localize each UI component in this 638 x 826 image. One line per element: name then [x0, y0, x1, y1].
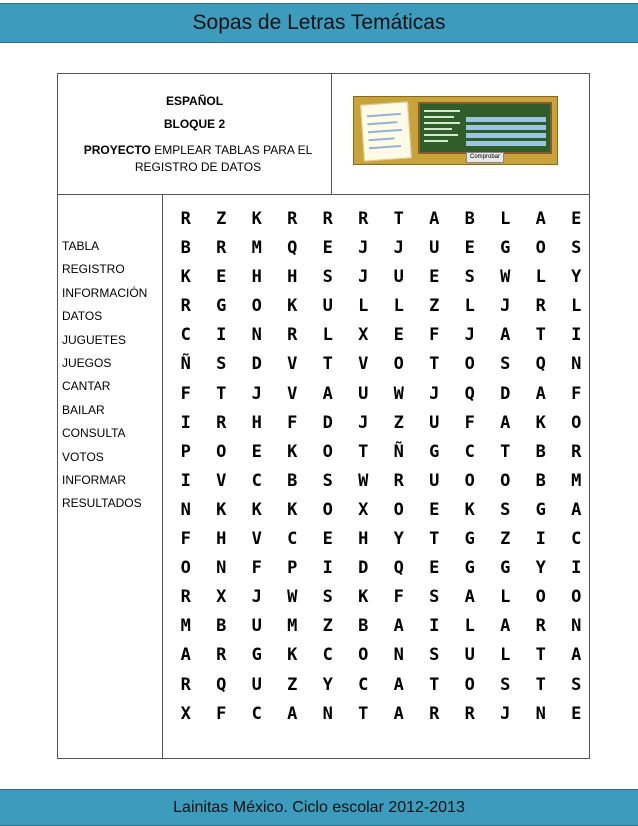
grid-letter: R — [358, 209, 369, 229]
grid-letter: U — [429, 412, 440, 433]
grid-letter: B — [180, 238, 191, 259]
grid-letter: Y — [322, 674, 333, 695]
grid-letter: K — [287, 645, 298, 666]
grid-letter: O — [535, 238, 546, 259]
grid-letter: T — [216, 383, 227, 404]
grid-letter: S — [322, 587, 333, 608]
grid-letter: A — [535, 383, 546, 404]
chalkboard-graphic — [418, 102, 552, 154]
grid-letter: E — [393, 325, 404, 346]
grid-letter: F — [287, 412, 298, 433]
grid-letter: J — [500, 296, 511, 317]
grid-letter: E — [429, 499, 440, 520]
grid-letter: S — [322, 470, 333, 491]
grid-letter: V — [287, 354, 298, 375]
check-button-graphic: Comprobar — [466, 152, 504, 163]
grid-letter: U — [464, 645, 475, 666]
grid-letter: O — [500, 470, 511, 491]
grid-letter: Z — [500, 529, 511, 550]
grid-row — [168, 234, 594, 263]
grid-letter: T — [393, 209, 404, 229]
grid-letter: N — [571, 616, 582, 637]
grid-letter: A — [571, 499, 582, 520]
grid-letter: O — [322, 441, 333, 462]
grid-letter: I — [429, 616, 440, 637]
grid-letter: T — [358, 441, 369, 462]
header-banner — [0, 3, 638, 43]
word-list — [62, 235, 147, 516]
grid-row — [168, 641, 594, 670]
grid-letter: M — [180, 616, 191, 637]
grid-row — [168, 554, 594, 583]
grid-letter: R — [322, 209, 333, 229]
grid-row — [168, 350, 594, 379]
grid-letter: E — [429, 267, 440, 288]
grid-letter: L — [500, 587, 511, 608]
grid-letter: E — [322, 238, 333, 259]
grid-letter: Ñ — [180, 354, 191, 375]
grid-letter: J — [393, 238, 404, 259]
grid-letter: T — [535, 645, 546, 666]
grid-letter: D — [358, 558, 369, 579]
worksheet-box — [57, 73, 590, 759]
grid-letter: A — [571, 645, 582, 666]
word-item: VOTOS — [62, 449, 104, 464]
grid-letter: B — [535, 441, 546, 462]
grid-letter: A — [393, 674, 404, 695]
word-item: TABLA — [62, 239, 100, 253]
grid-letter: K — [464, 499, 475, 520]
grid-letter: Z — [429, 296, 440, 317]
grid-letter: U — [429, 238, 440, 259]
grid-letter: O — [464, 470, 475, 491]
grid-row — [168, 263, 594, 292]
grid-letter: N — [571, 354, 582, 375]
grid-letter: S — [216, 354, 227, 375]
word-item: CONSULTA — [62, 426, 126, 441]
grid-letter: O — [251, 296, 262, 317]
word-item: JUEGOS — [62, 355, 112, 370]
grid-letter: I — [535, 529, 546, 550]
footer-banner — [0, 789, 638, 826]
grid-letter: I — [216, 325, 227, 346]
grid-letter: G — [464, 529, 475, 550]
grid-letter: A — [500, 616, 511, 637]
grid-letter: C — [358, 674, 369, 695]
grid-letter: O — [464, 354, 475, 375]
grid-letter: K — [358, 587, 369, 608]
grid-letter: S — [500, 499, 511, 520]
grid-letter: L — [535, 267, 546, 288]
grid-letter: O — [571, 412, 582, 433]
grid-letter: R — [393, 470, 404, 491]
grid-letter: W — [287, 587, 298, 608]
grid-letter: A — [180, 645, 191, 666]
grid-letter: R — [287, 325, 298, 346]
grid-letter: L — [464, 296, 475, 317]
grid-letter: A — [429, 209, 440, 229]
grid-letter: V — [358, 354, 369, 375]
grid-letter: W — [393, 383, 404, 404]
grid-letter: Y — [571, 267, 582, 288]
grid-letter: F — [571, 383, 582, 404]
grid-row — [168, 583, 594, 612]
grid-letter: W — [500, 267, 511, 288]
grid-letter: G — [464, 558, 475, 579]
grid-letter: F — [429, 325, 440, 346]
grid-letter: G — [216, 296, 227, 317]
grid-row — [168, 438, 594, 467]
grid-row — [168, 525, 594, 554]
grid-letter: T — [535, 325, 546, 346]
grid-letter: G — [500, 558, 511, 579]
grid-letter: S — [571, 674, 582, 695]
grid-letter: C — [287, 529, 298, 550]
grid-letter: D — [251, 354, 262, 375]
grid-letter: B — [535, 470, 546, 491]
grid-letter: J — [251, 383, 262, 404]
grid-letter: A — [500, 325, 511, 346]
grid-letter: S — [571, 238, 582, 259]
grid-letter: F — [180, 529, 191, 550]
word-item: INFORMACIÓN — [62, 285, 148, 300]
grid-letter: K — [287, 296, 298, 317]
grid-letter: G — [251, 645, 262, 666]
grid-letter: E — [571, 703, 582, 724]
grid-letter: C — [251, 470, 262, 491]
grid-letter: L — [322, 325, 333, 346]
project-label: PROYECTO — [83, 143, 151, 157]
grid-letter: E — [322, 529, 333, 550]
grid-letter: N — [251, 325, 262, 346]
block-label: BLOQUE 2 — [163, 117, 226, 131]
grid-letter: O — [535, 587, 546, 608]
grid-letter: A — [535, 209, 546, 229]
grid-letter: G — [500, 238, 511, 259]
word-item: BAILAR — [62, 402, 105, 417]
grid-letter: R — [429, 703, 440, 724]
grid-letter: K — [180, 267, 191, 288]
grid-letter: U — [251, 616, 262, 637]
grid-letter: K — [251, 209, 262, 229]
word-item: RESULTADOS — [62, 496, 142, 511]
grid-letter: Z — [216, 209, 227, 229]
grid-letter: R — [535, 296, 546, 317]
grid-letter: K — [287, 499, 298, 520]
grid-letter: J — [500, 703, 511, 724]
grid-letter: N — [322, 703, 333, 724]
word-item: REGISTRO — [62, 262, 125, 277]
activity-thumbnail-image — [353, 96, 558, 165]
grid-letter: R — [287, 209, 298, 229]
grid-letter: S — [500, 354, 511, 375]
letter-grid — [168, 205, 594, 729]
grid-letter: T — [429, 529, 440, 550]
grid-letter: E — [251, 441, 262, 462]
grid-letter: K — [535, 412, 546, 433]
project-text: EMPLEAR TABLAS PARA EL REGISTRO DE DATOS — [134, 143, 313, 174]
grid-letter: C — [251, 703, 262, 724]
grid-letter: L — [393, 296, 404, 317]
grid-letter: V — [287, 383, 298, 404]
grid-letter: S — [464, 267, 475, 288]
grid-letter: I — [322, 558, 333, 579]
grid-letter: Q — [216, 674, 227, 695]
word-item: CANTAR — [62, 379, 111, 394]
grid-row — [168, 205, 594, 234]
grid-row — [168, 700, 594, 729]
project-description — [78, 142, 318, 176]
grid-letter: H — [287, 267, 298, 288]
grid-letter: E — [464, 238, 475, 259]
grid-letter: L — [571, 296, 582, 317]
grid-letter: Q — [393, 558, 404, 579]
grid-letter: Q — [287, 238, 298, 259]
grid-row — [168, 496, 594, 525]
grid-letter: S — [429, 587, 440, 608]
grid-letter: X — [358, 499, 369, 520]
footer-text: Lainitas México. Ciclo escolar 2012-2013 — [173, 799, 465, 816]
grid-row — [168, 409, 594, 438]
grid-letter: O — [393, 499, 404, 520]
grid-letter: J — [464, 325, 475, 346]
grid-letter: Y — [535, 558, 546, 579]
grid-row — [168, 612, 594, 641]
grid-letter: N — [535, 703, 546, 724]
grid-letter: Y — [393, 529, 404, 550]
grid-letter: H — [251, 412, 262, 433]
grid-letter: L — [358, 296, 369, 317]
grid-letter: J — [358, 412, 369, 433]
grid-letter: V — [216, 470, 227, 491]
grid-letter: T — [535, 674, 546, 695]
grid-letter: I — [571, 325, 582, 346]
grid-letter: O — [393, 354, 404, 375]
word-item: JUGUETES — [62, 332, 127, 347]
grid-letter: R — [180, 296, 191, 317]
grid-letter: D — [322, 412, 333, 433]
grid-letter: H — [251, 267, 262, 288]
notepad-graphic — [360, 101, 412, 161]
grid-letter: O — [216, 441, 227, 462]
grid-letter: R — [216, 412, 227, 433]
word-item: DATOS — [62, 309, 103, 324]
grid-letter: Z — [393, 412, 404, 433]
grid-letter: O — [464, 674, 475, 695]
grid-letter: X — [358, 325, 369, 346]
grid-letter: M — [287, 616, 298, 637]
divider — [162, 194, 163, 758]
grid-letter: X — [216, 587, 227, 608]
grid-row — [168, 380, 594, 409]
grid-letter: L — [500, 209, 511, 229]
grid-letter: T — [322, 354, 333, 375]
grid-letter: D — [500, 383, 511, 404]
grid-letter: F — [251, 558, 262, 579]
grid-letter: R — [216, 238, 227, 259]
grid-letter: H — [358, 529, 369, 550]
grid-letter: S — [322, 267, 333, 288]
grid-letter: E — [429, 558, 440, 579]
grid-letter: A — [464, 587, 475, 608]
grid-row — [168, 671, 594, 700]
grid-letter: K — [287, 441, 298, 462]
divider — [331, 74, 332, 194]
grid-letter: R — [464, 703, 475, 724]
grid-letter: U — [429, 470, 440, 491]
grid-letter: W — [358, 470, 369, 491]
grid-letter: I — [180, 470, 191, 491]
grid-letter: A — [393, 616, 404, 637]
grid-letter: C — [571, 529, 582, 550]
grid-letter: A — [393, 703, 404, 724]
grid-letter: F — [180, 383, 191, 404]
grid-letter: O — [571, 587, 582, 608]
grid-letter: R — [216, 645, 227, 666]
grid-letter: O — [322, 499, 333, 520]
grid-letter: C — [180, 325, 191, 346]
grid-letter: I — [571, 558, 582, 579]
grid-letter: R — [571, 441, 582, 462]
grid-letter: M — [251, 238, 262, 259]
grid-letter: U — [251, 674, 262, 695]
grid-letter: C — [322, 645, 333, 666]
grid-letter: O — [180, 558, 191, 579]
grid-letter: A — [322, 383, 333, 404]
grid-letter: R — [180, 587, 191, 608]
grid-letter: T — [358, 703, 369, 724]
grid-row — [168, 467, 594, 496]
word-item: INFORMAR — [62, 472, 126, 487]
grid-letter: O — [358, 645, 369, 666]
grid-letter: U — [322, 296, 333, 317]
grid-letter: A — [287, 703, 298, 724]
grid-letter: C — [464, 441, 475, 462]
grid-letter: S — [429, 645, 440, 666]
grid-letter: K — [216, 499, 227, 520]
grid-letter: Z — [287, 674, 298, 695]
grid-letter: T — [429, 674, 440, 695]
grid-letter: L — [500, 645, 511, 666]
grid-letter: Ñ — [393, 441, 404, 462]
grid-letter: G — [429, 441, 440, 462]
grid-letter: U — [358, 383, 369, 404]
grid-letter: B — [464, 209, 475, 229]
grid-letter: E — [571, 209, 582, 229]
grid-letter: Q — [535, 354, 546, 375]
grid-letter: B — [287, 470, 298, 491]
page-title: Sopas de Letras Temáticas — [192, 11, 446, 34]
grid-letter: R — [180, 674, 191, 695]
grid-letter: R — [535, 616, 546, 637]
grid-letter: L — [464, 616, 475, 637]
grid-letter: N — [216, 558, 227, 579]
grid-letter: Z — [322, 616, 333, 637]
grid-letter: Q — [464, 383, 475, 404]
grid-row — [168, 292, 594, 321]
grid-letter: A — [500, 412, 511, 433]
grid-letter: K — [251, 499, 262, 520]
grid-letter: U — [393, 267, 404, 288]
subject-label: ESPAÑOL — [165, 94, 224, 108]
grid-letter: E — [216, 267, 227, 288]
grid-letter: H — [216, 529, 227, 550]
grid-letter: B — [358, 616, 369, 637]
grid-letter: P — [287, 558, 298, 579]
grid-letter: J — [358, 267, 369, 288]
grid-letter: I — [180, 412, 191, 433]
grid-letter: B — [216, 616, 227, 637]
grid-letter: V — [251, 529, 262, 550]
grid-letter: G — [535, 499, 546, 520]
grid-letter: J — [358, 238, 369, 259]
grid-letter: F — [393, 587, 404, 608]
grid-letter: S — [500, 674, 511, 695]
grid-row — [168, 321, 594, 350]
grid-letter: X — [180, 703, 191, 724]
grid-letter: N — [393, 645, 404, 666]
divider — [58, 194, 589, 195]
grid-letter: J — [251, 587, 262, 608]
grid-letter: P — [180, 441, 191, 462]
grid-letter: M — [571, 470, 582, 491]
grid-letter: T — [500, 441, 511, 462]
grid-letter: T — [429, 354, 440, 375]
grid-letter: F — [216, 703, 227, 724]
grid-letter: N — [180, 499, 191, 520]
grid-letter: R — [180, 209, 191, 229]
grid-letter: F — [464, 412, 475, 433]
grid-letter: J — [429, 383, 440, 404]
